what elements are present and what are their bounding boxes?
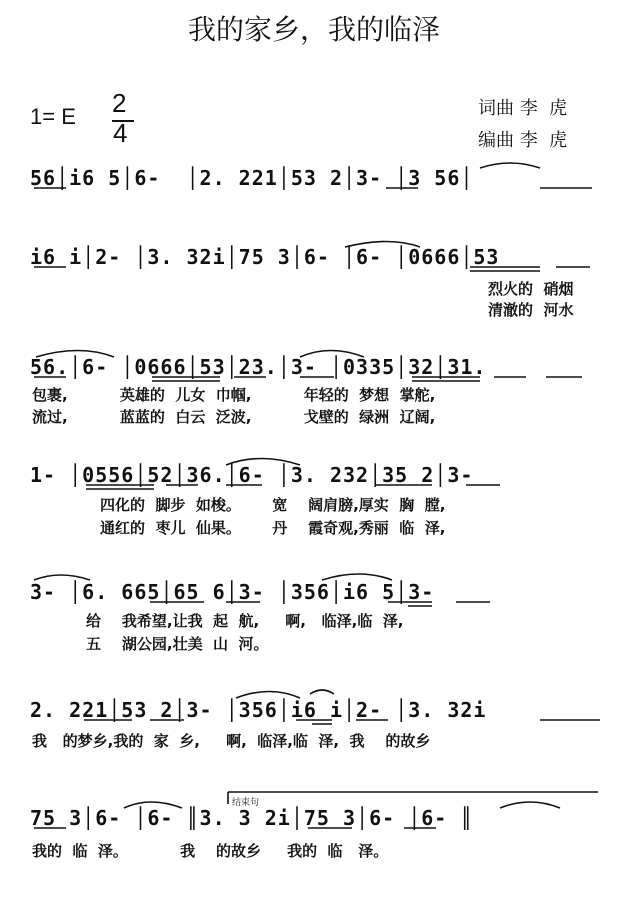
ending-phrase-label: 结束句: [232, 798, 260, 808]
lyrics-row-4-verse-2: 通红的 枣儿 仙果。 丹 霞奇观,秀丽 临 泽,: [100, 519, 446, 537]
music-row-7: 75 3│6- │6- ║3. 3 2i│75 3│6- │6- ║: [30, 806, 474, 830]
lyrics-row-3-verse-2: 流过, 蓝蓝的 白云 泛波, 戈壁的 绿洲 辽阔,: [32, 408, 436, 426]
music-row-5: 3- │6. 665│65 6│3- │356│i6 5│3-: [30, 580, 435, 604]
music-row-6: 2. 221│53 2│3- │356│i6 i│2- │3. 32i: [30, 698, 487, 722]
lyrics-credit: 词曲 李 虎: [478, 98, 568, 119]
lyrics-row-7: 我的 临 泽。 我 的故乡 我的 临 泽。: [32, 842, 389, 860]
music-row-1: 56│i6 5│6- │2. 221│53 2│3- │3 56│: [30, 166, 474, 190]
music-row-2: i6 i│2- │3. 32i│75 3│6- │6- │0666│53: [30, 245, 500, 269]
song-title: 我的家乡，我的临泽: [187, 13, 440, 46]
time-signature-bottom: 4: [113, 118, 128, 148]
lyrics-row-5-verse-1: 给 我希望,让我 起 航, 啊, 临泽,临 泽,: [86, 612, 404, 630]
time-signature-top: 2: [112, 88, 127, 118]
lyrics-row-2-verse-2: 清澈的 河水: [488, 301, 574, 319]
lyrics-row-2-verse-1: 烈火的 硝烟: [488, 280, 574, 298]
lyrics-row-5-verse-2: 五 湖公园,壮美 山 河。: [86, 635, 269, 653]
music-row-4: 1- │0556│52│36.│6- │3. 232│35 2│3-: [30, 463, 474, 487]
arrangement-credit: 编曲 李 虎: [478, 130, 568, 151]
lyrics-row-6: 我 的梦乡,我的 家 乡, 啊, 临泽,临 泽, 我 的故乡: [32, 732, 431, 750]
lyrics-row-4-verse-1: 四化的 脚步 如梭。 宽 阔肩膀,厚实 胸 膛,: [100, 496, 446, 514]
lyrics-row-3-verse-1: 包裹, 英雄的 儿女 巾帼, 年轻的 梦想 掌舵,: [32, 386, 436, 404]
music-row-3: 56.│6- │0666│53│23.│3- │0335│32│31.: [30, 355, 487, 379]
key-signature: 1= E: [30, 104, 76, 129]
